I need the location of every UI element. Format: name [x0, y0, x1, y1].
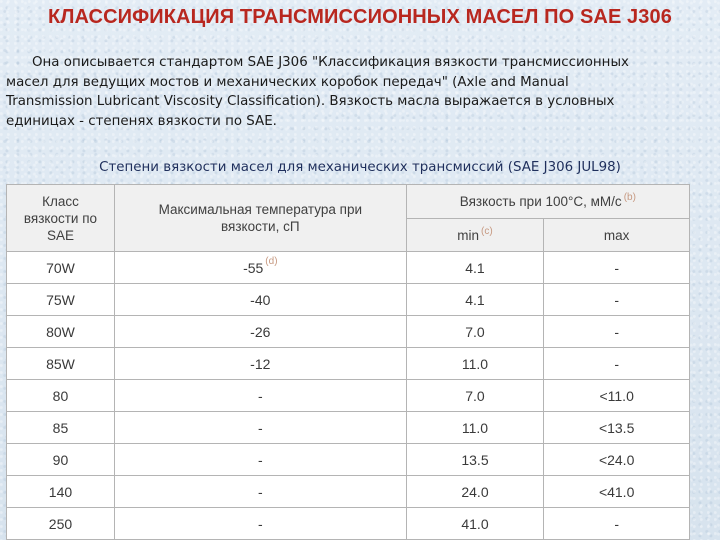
intro-line: Она описывается стандартом SAE J306 "Классификация вязкости трансмиссионных: [32, 55, 629, 70]
cell-min: 4.1: [406, 284, 544, 316]
cell-temp: -: [114, 508, 406, 540]
table-row: [7, 508, 690, 540]
cell-min: 24.0: [406, 476, 544, 508]
cell-max: -: [544, 508, 690, 540]
cell-max: <11.0: [544, 380, 690, 412]
footnote-marker-b: (b): [623, 192, 636, 203]
table-row: [7, 284, 690, 316]
cell-temp: -: [114, 444, 406, 476]
cell-grade: 85: [7, 412, 115, 444]
table-row: [7, 380, 690, 412]
table-caption: Степени вязкости масел для механических трансмиссий (SAE J306 JUL98): [99, 160, 621, 175]
header-max-label: max: [603, 227, 630, 243]
intro-line: единицах - степенях вязкости по SAE.: [6, 113, 277, 129]
header-max: [544, 219, 690, 252]
slide-title: КЛАССИФИКАЦИЯ ТРАНСМИССИОННЫХ МАСЕЛ ПО SAE J306: [48, 6, 672, 28]
cell-max: -: [544, 348, 690, 380]
viscosity-table: [6, 184, 690, 540]
cell-max: -: [544, 252, 690, 284]
cell-grade: 85W: [7, 348, 115, 380]
cell-min: 4.1: [406, 252, 544, 284]
cell-temp: -40: [114, 284, 406, 316]
cell-max: <13.5: [544, 412, 690, 444]
cell-min: 7.0: [406, 316, 544, 348]
intro-line: Transmission Lubricant Viscosity Classification). Вязкость масла выражается в условных: [6, 94, 615, 109]
cell-temp: -12: [114, 348, 406, 380]
header-class: [7, 185, 115, 252]
cell-grade: 75W: [7, 284, 115, 316]
table-row: [7, 316, 690, 348]
table-row: [7, 252, 690, 284]
header-max-temp-label: Максимальная температура при вязкости, сП: [158, 202, 362, 234]
cell-min: 41.0: [406, 508, 544, 540]
cell-max: -: [544, 316, 690, 348]
cell-min: 7.0: [406, 380, 544, 412]
cell-temp: [114, 252, 406, 284]
cell-grade: 90: [7, 444, 115, 476]
cell-temp: -: [114, 412, 406, 444]
intro-paragraph: [6, 53, 706, 131]
footnote-marker-c: (c): [481, 225, 493, 237]
header-class-label: Класс вязкости по SAE: [23, 193, 98, 243]
cell-grade: 140: [7, 476, 115, 508]
header-viscosity: [406, 185, 689, 219]
header-viscosity-label: Вязкость при 100°С, мМ/с: [459, 194, 622, 209]
intro-line: масел для ведущих мостов и механических коробок передач" (Axle and Manual: [6, 74, 569, 90]
cell-max: -: [544, 284, 690, 316]
cell-temp: -: [114, 380, 406, 412]
table-row: [7, 412, 690, 444]
cell-max: <24.0: [544, 444, 690, 476]
table-row: [7, 348, 690, 380]
cell-temp-value: -55: [243, 259, 264, 276]
header-max-temp: [114, 185, 406, 252]
cell-min: 11.0: [406, 348, 544, 380]
table-row: [7, 476, 690, 508]
cell-grade: 80: [7, 380, 115, 412]
footnote-marker-d: (d): [265, 255, 278, 267]
header-min: [406, 219, 544, 252]
cell-grade: 70W: [7, 252, 115, 284]
cell-min: 11.0: [406, 412, 544, 444]
cell-grade: 80W: [7, 316, 115, 348]
viscosity-table-container: [6, 184, 690, 540]
table-row: [7, 444, 690, 476]
header-min-label: min: [457, 227, 480, 243]
cell-max: <41.0: [544, 476, 690, 508]
cell-grade: 250: [7, 508, 115, 540]
cell-temp: -26: [114, 316, 406, 348]
cell-temp: -: [114, 476, 406, 508]
cell-min: 13.5: [406, 444, 544, 476]
